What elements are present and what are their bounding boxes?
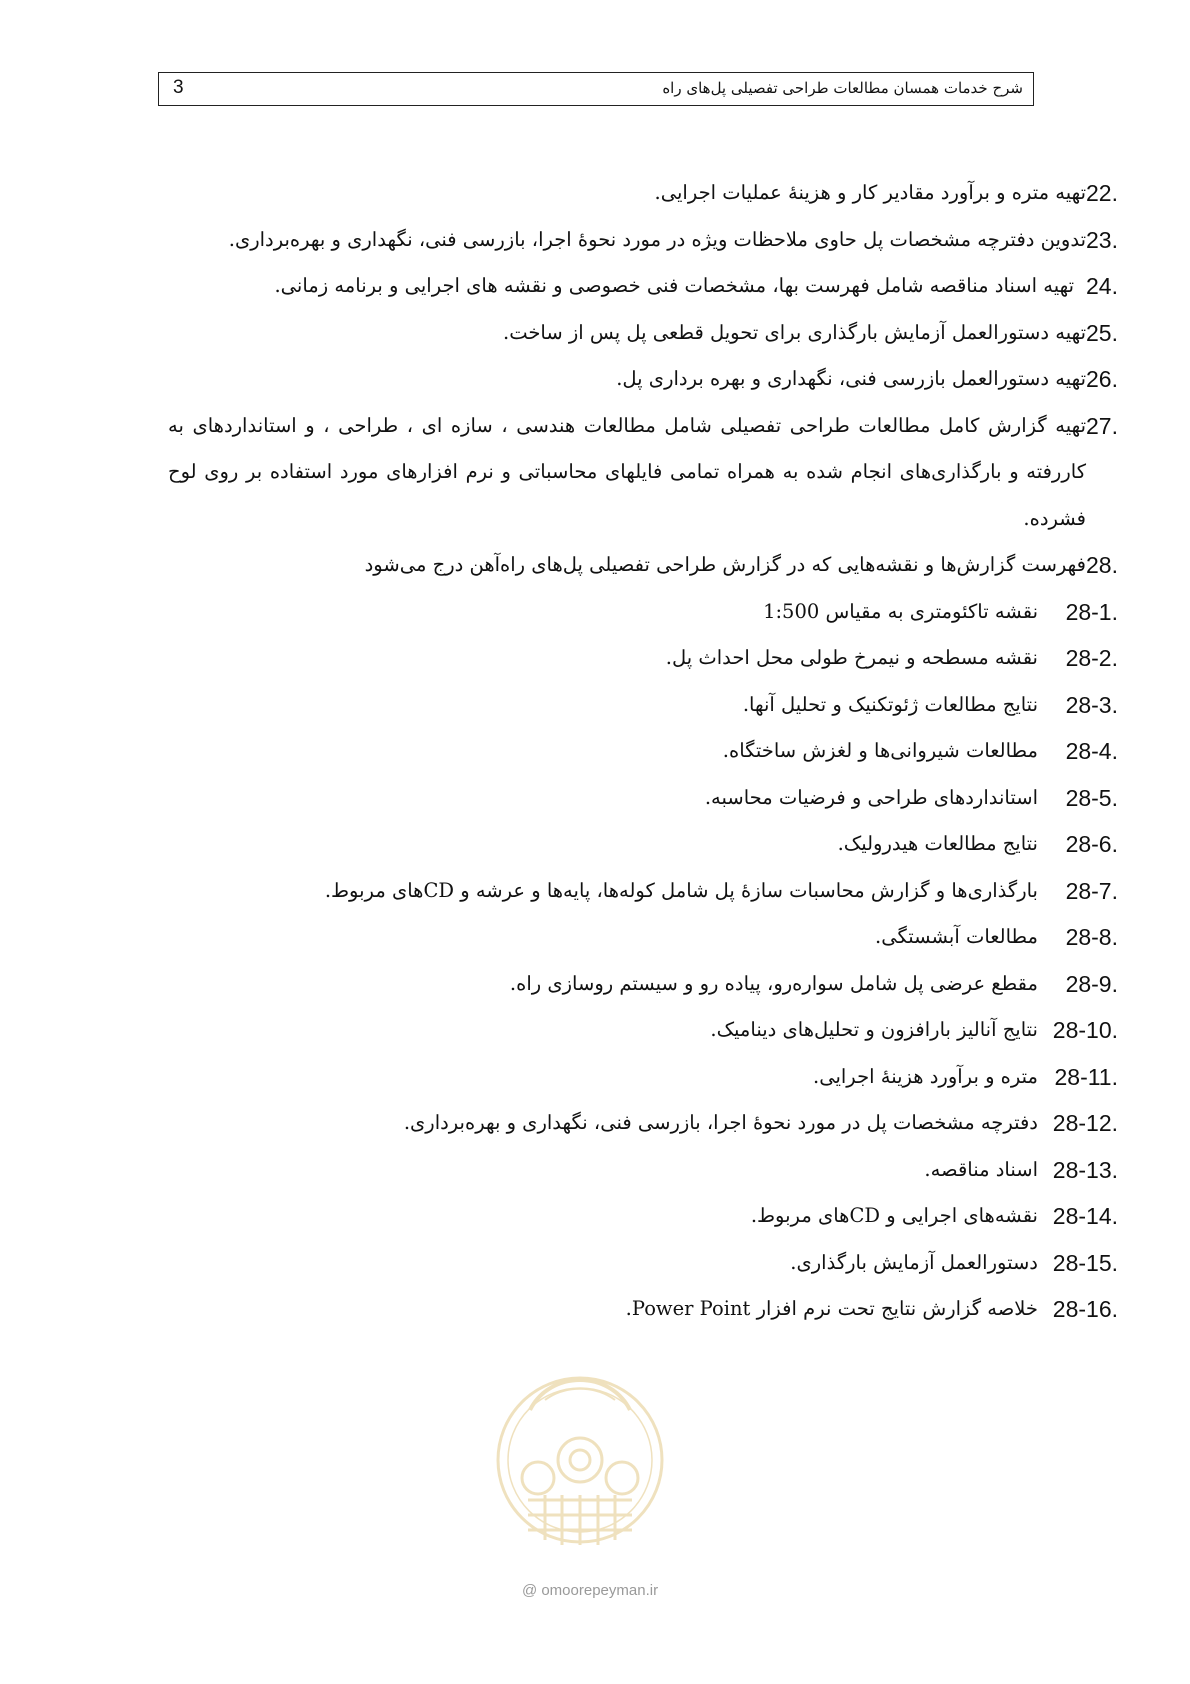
subitem-text: دستورالعمل آزمایش بارگذاری. [790,1250,1038,1274]
subitem-text: نقشه‌های اجرایی و CDهای مربوط. [750,1204,1038,1227]
item-number: 27. [1086,412,1118,439]
sub-list-item [168,1007,1118,1054]
list-item [168,170,1118,217]
sub-list-item [168,635,1118,682]
item-number: 28. [1086,552,1118,578]
subitem-number: 28-11. [1054,1063,1118,1090]
subitem-text: خلاصه گزارش نتایج تحت نرم افزار Power Point. [625,1297,1038,1320]
sub-list-item [168,1286,1118,1333]
subitem-text: متره و برآورد هزینهٔ اجرایی. [813,1064,1038,1088]
item-number: 26. [1086,366,1118,392]
subitem-number: 28-9. [1065,970,1118,997]
item-number: 22. [1086,180,1118,206]
watermark-logo [490,1340,670,1570]
subitem-number: 28-13. [1052,1156,1118,1183]
page-number: 3 [173,77,184,98]
sub-list-item [168,728,1118,775]
subitem-text: نتایج آنالیز بارافزون و تحلیل‌های دینامیک. [710,1018,1038,1041]
watermark-site-text: omoorepeyman.ir [541,1582,659,1599]
subitem-number: 28-6. [1065,831,1118,857]
item-text: تدوین دفترچه مشخصات پل حاوی ملاحظات ویژه در مورد نحوهٔ اجرا، بازرسی فنی، نگهداری و بهره‌برداری. [228,227,1086,251]
subitem-number: 28-3. [1065,691,1118,718]
item-number: 24. [1086,273,1118,299]
subitem-text: دفترچه مشخصات پل در مورد نحوهٔ اجرا، بازرسی فنی، نگهداری و بهره‌برداری. [403,1111,1038,1134]
subitem-number: 28-7. [1065,877,1118,904]
sub-list-item [168,1147,1118,1194]
sub-list-item [168,868,1118,915]
list-item [168,263,1118,310]
document-body [168,170,1118,1333]
sub-list-item [168,961,1118,1008]
item-text: تهیه دستورالعمل بازرسی فنی، نگهداری و بهره برداری پل. [616,367,1086,390]
subitem-number: 28-8. [1065,924,1118,950]
item-text: تهیه گزارش کامل مطالعات طراحی تفصیلی شامل مطالعات هندسی ، سازه ای ، طراحی ، و استانداردهای به کاررفته و بارگذاری‌های انجام شده به همراه تمامی فایلهای محاسباتی و نرم افزارهای مورد استفاده بر روی لوح فشرده. [168,413,1086,530]
watermark-site: @ omoorepeyman.ir [521,1582,659,1599]
list-item [168,542,1118,589]
list-item [168,217,1118,264]
subitem-text: نتایج مطالعات هیدرولیک. [837,832,1038,855]
item-number: 25. [1086,319,1118,346]
item-number: 23. [1086,226,1118,253]
sub-list-item [168,1054,1118,1101]
page-header [158,72,1034,106]
header-title: شرح خدمات همسان مطالعات طراحی تفصیلی پل‌های راه [662,79,1023,97]
subitem-number: 28-4. [1065,738,1118,764]
subitem-text: مقطع عرضی پل شامل سواره‌رو، پیاده رو و سیستم روسازی راه. [509,971,1038,995]
sub-list-item [168,1193,1118,1240]
subitem-number: 28-10. [1052,1017,1118,1043]
subitem-number: 28-12. [1052,1110,1118,1136]
item-text: فهرست گزارش‌ها و نقشه‌هایی که در گزارش طراحی تفصیلی پل‌های راه‌آهن درج می‌شود [364,553,1086,576]
subitem-text: نقشه تاکئومتری به مقیاس 1:500 [763,599,1038,623]
list-item [168,403,1118,543]
subitem-number: 28-5. [1065,784,1118,811]
sub-list-item [168,775,1118,822]
subitem-text: اسناد مناقصه. [924,1157,1038,1181]
sub-list-item [168,821,1118,868]
subitem-number: 28-14. [1052,1203,1118,1229]
subitem-number: 28-15. [1052,1249,1118,1276]
item-text: تهیه دستورالعمل آزمایش بارگذاری برای تحویل قطعی پل پس از ساخت. [503,320,1086,344]
sub-list-item [168,1100,1118,1147]
sub-list-item [168,914,1118,961]
list-item [168,356,1118,403]
subitem-number: 28-16. [1052,1296,1118,1322]
sub-list-item [168,682,1118,729]
sub-list-item [168,1240,1118,1287]
subitem-text: بارگذاری‌ها و گزارش محاسبات سازهٔ پل شامل کوله‌ها، پایه‌ها و عرشه و CDهای مربوط. [324,878,1038,902]
subitem-text: مطالعات آبشستگی. [875,925,1038,948]
subitem-number: 28-2. [1065,645,1118,671]
subitem-text: استانداردهای طراحی و فرضیات محاسبه. [704,785,1038,809]
subitem-text: نتایج مطالعات ژئوتکنیک و تحلیل آنها. [742,692,1038,716]
list-item [168,310,1118,357]
item-text: تهیه اسناد مناقصه شامل فهرست بها، مشخصات فنی خصوصی و نقشه های اجرایی و برنامه زمانی. [274,274,1074,297]
subitem-text: مطالعات شیروانی‌ها و لغزش ساختگاه. [722,739,1038,762]
sub-list-item [168,589,1118,636]
subitem-text: نقشه مسطحه و نیمرخ طولی محل احداث پل. [665,646,1038,669]
item-text: تهیه متره و برآورد مقادیر کار و هزینهٔ عملیات اجرایی. [654,181,1086,204]
subitem-number: 28-1. [1065,598,1118,625]
